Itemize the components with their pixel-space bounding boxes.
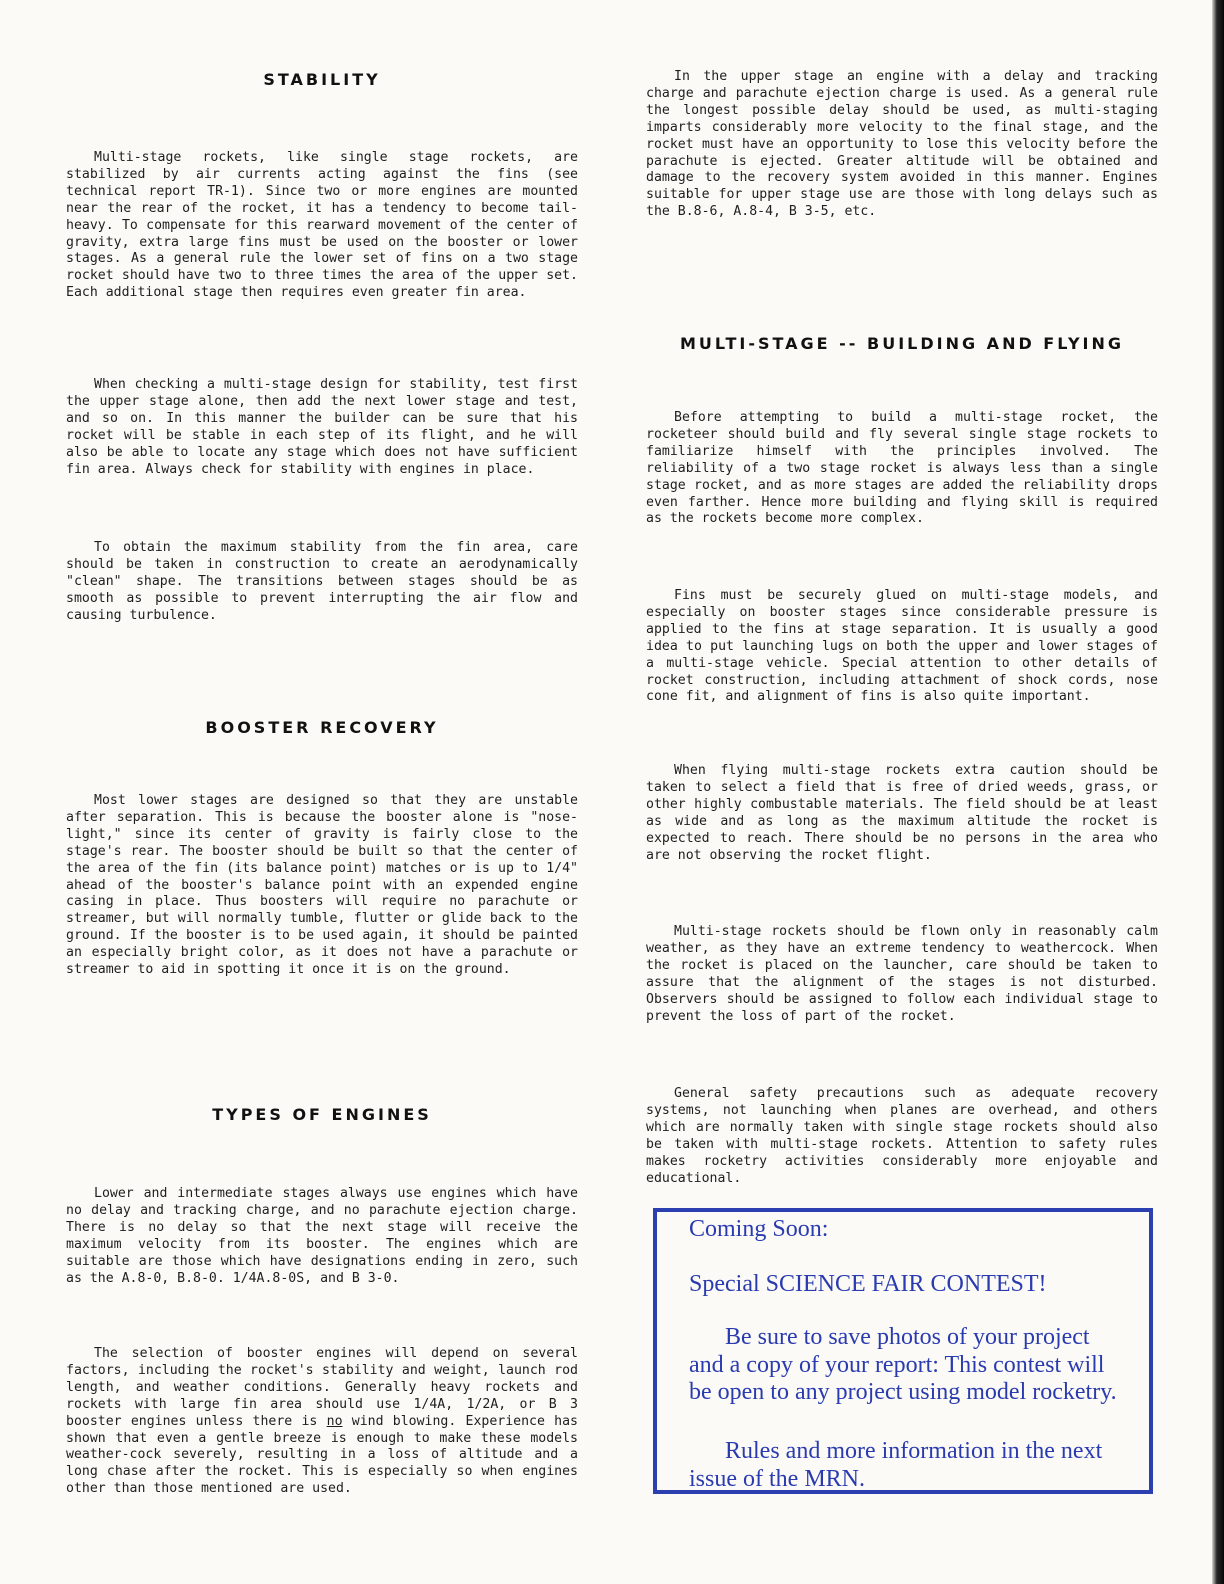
booster-recovery-heading: BOOSTER RECOVERY — [205, 718, 439, 737]
booster-recovery-paragraph: Most lower stages are designed so that they are unstable after separation. This is because the booster alone is "nose-light," since its center of gravity is fairly close to the stage's rear. The booster should be built so that the center of the area of the fin (its balance point) matches or is up to 1/4" ahead of the booster's balance point with an expended engine casing in place. Thus boosters will require no parachute or streamer, but will normally tumble, flutter or glide back to the ground. If the booster is to be used again, it should be painted an especially bright color, as it does not have a parachute or streamer to aid in spotting it once it is on the ground. — [66, 793, 578, 978]
engines-paragraph-1: Lower and intermediate stages always use engines which have no delay and tracking charge, and no parachute ejection charge. There is no delay so that the next stage will receive the maximum velocity from its booster. The engines which are suitable are those which have designations ending in zero, such as the A.8-0, B.8-0. 1/4A.8-0S, and B 3-0. — [66, 1186, 578, 1286]
stability-paragraph-1: Multi-stage rockets, like single stage rockets, are stabilized by air currents acting against the fins (see technical report TR-1). Since two or more engines are mounted near the rear of the rocket, it has a tendency to become tail-heavy. To compensate for this rearward movement of the center of gravity, extra large fins must be used on the booster or lower stages. As a general rule the lower set of fins on a two stage rocket should have two to three times the area of the upper set. Each additional stage then requires even greater fin area. — [66, 150, 578, 301]
building-paragraph-4: Multi-stage rockets should be flown only in reasonably calm weather, as they have an extreme tendency to weathercock. When the rocket is placed on the launcher, care should be taken to assure that the alignment of the stages is not disturbed. Observers should be assigned to follow each individual stage to prevent the loss of part of the rocket. — [646, 924, 1158, 1024]
emphasized-word: no — [326, 1413, 343, 1429]
rules-announcement: Rules and more information in the next issue of the MRN. — [689, 1438, 1103, 1492]
contest-title: Special SCIENCE FAIR CONTEST! — [689, 1271, 1047, 1297]
building-paragraph-2: Fins must be securely glued on multi-stage models, and especially on booster stages since considerable pressure is applied to the fins at stage separation. It is usually a good idea to put launching lugs on both the upper and lower stages of a multi-stage vehicle. Special attention to other details of rocket construction, including attachment of shock cords, nose cone fit, and alignment of fins is also quite important. — [646, 588, 1158, 705]
building-flying-heading: MULTI-STAGE -- BUILDING AND FLYING — [679, 334, 1124, 353]
building-paragraph-1: Before attempting to build a multi-stage rocket, the rocketeer should build and fly several single stage rockets to familiarize himself with the principles involved. The reliability of a two stage rocket is always less than a single stage rocket, and as more stages are added the reliability drops even farther. Hence more building and flying skill is required as the rockets become more complex. — [646, 410, 1158, 527]
engines-paragraph-2: The selection of booster engines will depend on several factors, including the rocket's stability and weight, launch rod length, and weather conditions. Generally heavy rockets and rockets with large fin area should use 1/4A, 1/2A, or B 3 booster engines unless there is no wind blowing. Experience has shown that even a gentle breeze is enough to make these models weather-cock severely, resulting in a loss of altitude and a long chase after the rocket. This is especially so when engines other than those mentioned are used. — [66, 1346, 578, 1497]
building-paragraph-5: General safety precautions such as adequate recovery systems, not launching when planes are overhead, and others which are normally taken with single stage rockets should also be taken with multi-stage rockets. Attention to safety rules makes rocketry activities considerably more enjoyable and educational. — [646, 1086, 1158, 1186]
upper-stage-paragraph: In the upper stage an engine with a delay and tracking charge and parachute ejection charge is used. As a general rule the longest possible delay should be used, as multi-staging imparts considerably more velocity to the final stage, and the rocket must have an opportunity to lose this velocity before the parachute is ejected. Greater altitude will be obtained and damage to the recovery system avoided in this manner. Engines suitable for upper stage use are those with long delays such as the B.8-6, A.8-4, B 3-5, etc. — [646, 69, 1158, 220]
stability-heading: STABILITY — [263, 70, 381, 89]
coming-soon-text: Coming Soon: — [689, 1216, 829, 1242]
building-paragraph-3: When flying multi-stage rockets extra caution should be taken to select a field that is free of dried weeds, grass, or other highly combustable materials. The field should be at least as wide and as long as the maximum altitude the rocket is expected to reach. There should be no persons in the area who are not observing the rocket flight. — [646, 763, 1158, 863]
science-fair-notice-box — [653, 1208, 1153, 1494]
stability-paragraph-2: When checking a multi-stage design for stability, test first the upper stage alone, then add the next lower stage and test, and so on. In this manner the builder can be sure that his rocket will be stable in each step of its flight, and he will also be able to locate any stage which does not have sufficient fin area. Always check for stability with engines in place. — [66, 377, 578, 477]
page-edge-shadow — [1212, 0, 1224, 1584]
contest-description: Be sure to save photos of your project and a copy of your report: This contest will be open to any project using model rocketry. — [689, 1324, 1117, 1405]
types-of-engines-heading: TYPES OF ENGINES — [212, 1105, 432, 1124]
stability-paragraph-3: To obtain the maximum stability from the fin area, care should be taken in construction to create an aerodynamically "clean" shape. The transitions between stages should be as smooth as possible to prevent interrupting the air flow and causing turbulence. — [66, 540, 578, 623]
